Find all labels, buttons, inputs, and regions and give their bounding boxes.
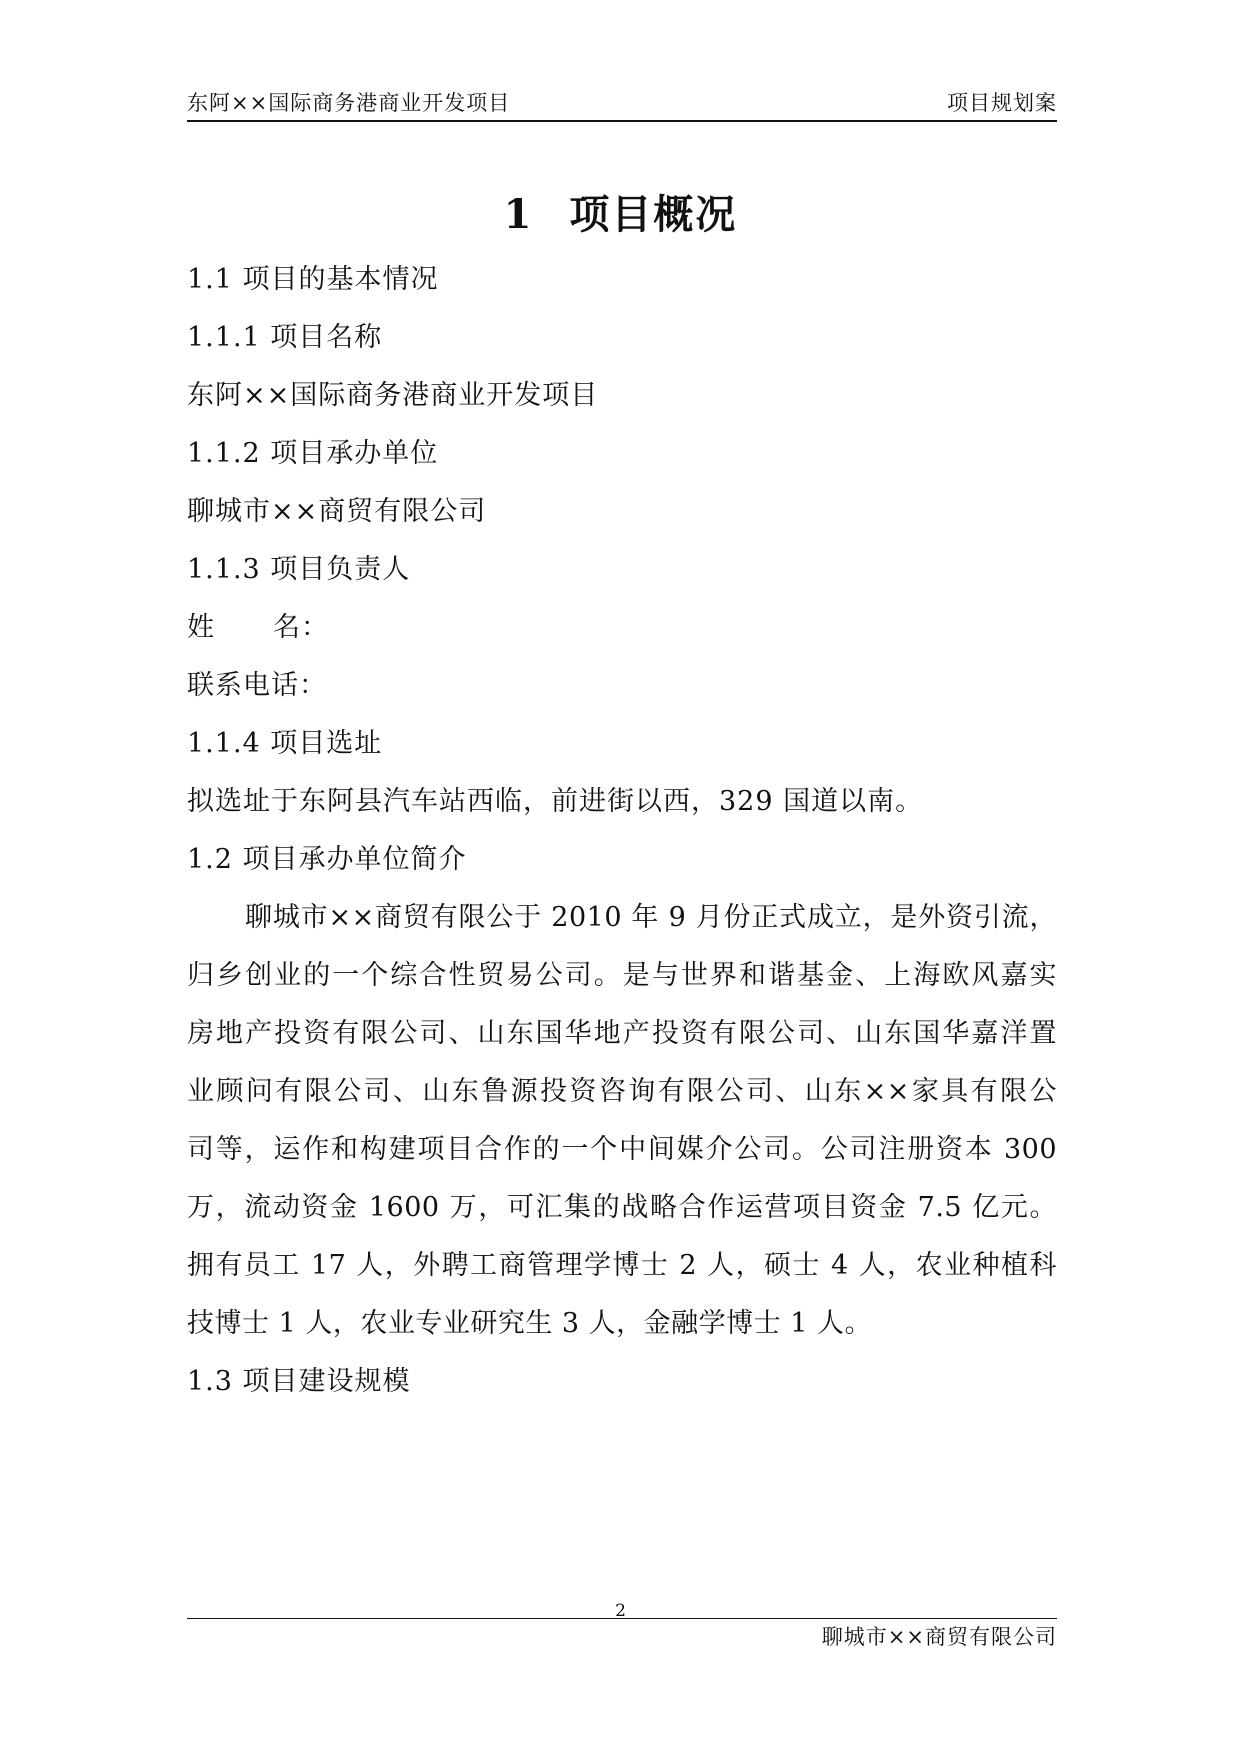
subsection-1-1-1-heading: 1.1.1 项目名称 xyxy=(187,322,383,353)
intro-paragraph-line: 技博士 1 人，农业专业研究生 3 人，金融学博士 1 人。 xyxy=(187,1308,873,1339)
footer-company-name: 聊城市××商贸有限公司 xyxy=(821,1625,1057,1649)
intro-paragraph-line: 司等，运作和构建项目合作的一个中间媒介公司。公司注册资本 300 xyxy=(187,1134,1057,1165)
section-number: 1.1 xyxy=(187,264,233,295)
phone-label: 联系电话： xyxy=(187,670,327,701)
subsection-1-1-4-heading: 1.1.4 项目选址 xyxy=(187,728,383,759)
section-number: 1.3 xyxy=(187,1366,233,1397)
chapter-title xyxy=(0,190,1241,240)
page-number: 2 xyxy=(615,1601,626,1621)
chapter-heading: 项目概况 xyxy=(569,192,738,238)
footer-divider xyxy=(187,1618,1057,1619)
name-label xyxy=(187,610,329,646)
intro-paragraph-line: 万，流动资金 1600 万，可汇集的战略合作运营项目资金 7.5 亿元。 xyxy=(187,1192,1057,1223)
section-title: 项目的基本情况 xyxy=(242,264,439,295)
intro-paragraph-line: 业顾问有限公司、山东鲁源投资咨询有限公司、山东××家具有限公 xyxy=(187,1076,1057,1107)
intro-paragraph-line: 归乡创业的一个综合性贸易公司。是与世界和谐基金、上海欧风嘉实 xyxy=(187,960,1057,991)
header-document-type: 项目规划案 xyxy=(947,91,1057,115)
section-1-3-heading xyxy=(187,1364,411,1400)
project-name-text: 东阿××国际商务港商业开发项目 xyxy=(187,380,599,411)
section-title: 项目承办单位简介 xyxy=(242,844,467,875)
intro-paragraph-line: 拥有员工 17 人，外聘工商管理学博士 2 人，硕士 4 人，农业种植科 xyxy=(187,1250,1057,1281)
section-number: 1.2 xyxy=(187,844,233,875)
intro-paragraph-line: 聊城市××商贸有限公于 2010 年 9 月份正式成立，是外资引流， xyxy=(245,902,1057,933)
section-1-1-heading xyxy=(187,262,439,298)
section-title: 项目建设规模 xyxy=(242,1366,411,1397)
intro-paragraph-line: 房地产投资有限公司、山东国华地产投资有限公司、山东国华嘉洋置 xyxy=(187,1018,1057,1049)
subsection-1-1-2-heading: 1.1.2 项目承办单位 xyxy=(187,438,439,469)
name-label-second-char: 名： xyxy=(273,612,329,643)
section-1-2-heading xyxy=(187,842,467,878)
name-label-first-char: 姓 xyxy=(187,612,215,643)
sponsor-company-text: 聊城市××商贸有限公司 xyxy=(187,496,487,527)
subsection-1-1-3-heading: 1.1.3 项目负责人 xyxy=(187,554,411,585)
page-header xyxy=(187,84,1057,122)
header-project-title: 东阿××国际商务港商业开发项目 xyxy=(187,91,511,115)
chapter-number: 1 xyxy=(503,191,534,238)
site-location-text: 拟选址于东阿县汽车站西临，前进街以西，329 国道以南。 xyxy=(187,786,924,817)
